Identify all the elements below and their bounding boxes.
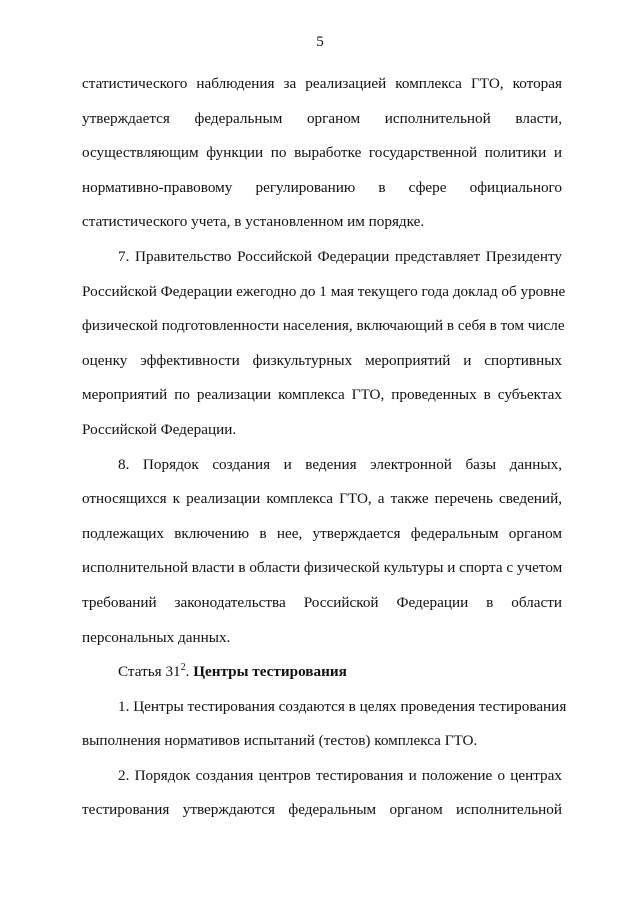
paragraph-line: статистического наблюдения за реализацией комплекса ГТО, которая xyxy=(82,75,562,92)
document-body xyxy=(82,67,567,828)
article-suffix: . xyxy=(185,663,190,681)
paragraph-line: 1. Центры тестирования создаются в целях проведения тестирования xyxy=(118,697,567,715)
paragraph-line: 8. Порядок создания и ведения электронной базы данных, xyxy=(118,455,562,473)
paragraph-line: подлежащих включению в нее, утверждается федеральным органом xyxy=(82,524,562,542)
paragraph-line: осуществляющим функции по выработке государственной политики и xyxy=(82,144,562,162)
paragraph-line: оценку эффективности физкультурных мероприятий и спортивных xyxy=(82,351,562,369)
article-prefix: Статья 31 xyxy=(118,663,181,681)
paragraph-line: выполнения нормативов испытаний (тестов) комплекса ГТО. xyxy=(82,732,478,750)
paragraph-line: исполнительной власти в области физической культуры и спорта с учетом xyxy=(82,559,563,577)
article-title: Центры тестирования xyxy=(193,663,347,681)
article-superscript: 2 xyxy=(180,662,186,674)
article-heading xyxy=(82,655,562,690)
paragraph-line: мероприятий по реализации комплекса ГТО, проведенных в субъектах xyxy=(82,386,562,404)
paragraph-line: Российской Федерации. xyxy=(82,420,237,438)
paragraph-line: физической подготовленности населения, включающий в себя в том числе xyxy=(82,317,565,335)
paragraph-line: тестирования утверждаются федеральным органом исполнительной xyxy=(82,801,562,819)
paragraph-line: требований законодательства Российской Федерации в области xyxy=(82,593,562,611)
paragraph-line: утверждается федеральным органом исполнительной власти, xyxy=(82,109,562,127)
page-number: 5 xyxy=(316,34,324,50)
paragraph-line: статистического учета, в установленном им порядке. xyxy=(82,213,425,231)
paragraph-line: 7. Правительство Российской Федерации представляет Президенту xyxy=(118,247,562,265)
paragraph-line: 2. Порядок создания центров тестирования и положение о центрах xyxy=(118,766,562,784)
paragraph-line: персональных данных. xyxy=(82,628,231,646)
paragraph-line: Российской Федерации ежегодно до 1 мая текущего года доклад об уровне xyxy=(82,282,566,300)
paragraph-line: относящихся к реализации комплекса ГТО, а также перечень сведений, xyxy=(82,490,562,508)
paragraph-line: нормативно-правовому регулированию в сфере официального xyxy=(82,178,562,196)
